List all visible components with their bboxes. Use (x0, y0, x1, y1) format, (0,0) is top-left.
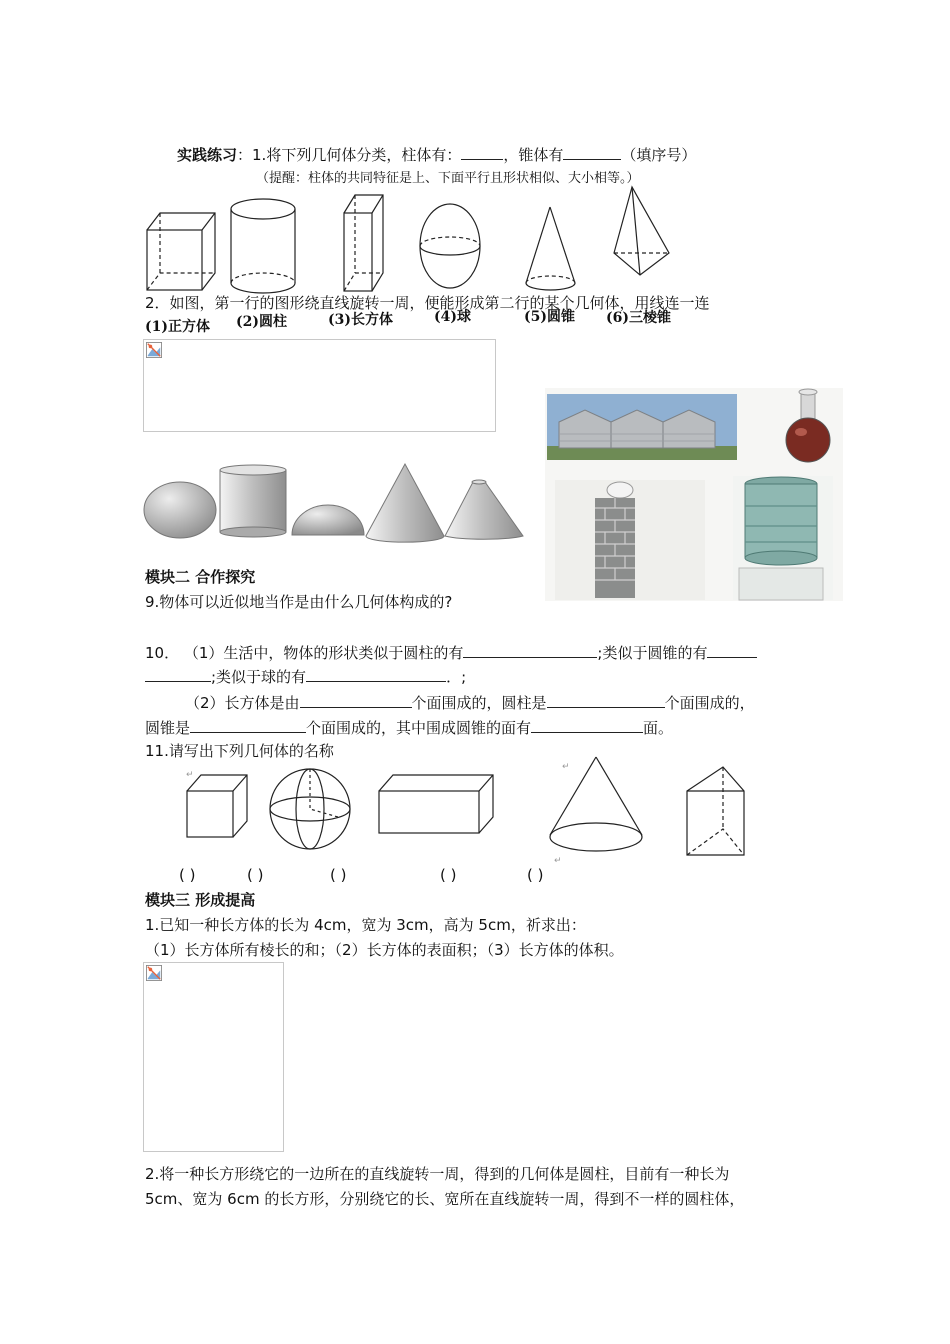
svg-text:↵: ↵ (562, 762, 570, 772)
broken-image-icon (146, 965, 162, 981)
practice-label: 实践练习 (177, 146, 238, 164)
answer-paren-4[interactable]: ( ) (440, 866, 457, 884)
shape-label-5: (5)圆锥 (524, 309, 575, 325)
water-jug-photo (733, 476, 833, 600)
q1-text-b: ，锥体有 (503, 146, 564, 164)
shape-label-4: (4)球 (434, 309, 471, 325)
q1-text-c: （填序号） (621, 146, 697, 164)
shaded-hemisphere (292, 505, 364, 535)
q1-text-a: ：1.将下列几何体分类，柱体有： (237, 146, 462, 164)
m3-q2-line2: 5cm、宽为 6cm 的长方形，分别绕它的长、宽所在直线旋转一周，得到不一样的圆柱体， (145, 1190, 745, 1208)
answer-blank[interactable] (306, 666, 446, 682)
silos-photo (547, 394, 737, 460)
shape-label-3: (3)长方体 (328, 312, 393, 328)
hint-text: （提醒：柱体的共同特征是上、下面平行且形状相似、大小相等。） (256, 171, 640, 186)
shape-label-2: (2)圆柱 (236, 314, 287, 330)
answer-paren-2[interactable]: ( ) (247, 866, 264, 884)
everyday-objects-photo (545, 388, 843, 601)
module2-title: 模块二 合作探究 (145, 568, 256, 586)
q11-cuboid (379, 775, 493, 833)
q11-solids-figure (0, 755, 950, 865)
cone-figure (526, 207, 575, 290)
shaded-cylinder (220, 465, 286, 537)
shaded-cone (366, 464, 444, 542)
answer-paren-1[interactable]: ( ) (179, 866, 196, 884)
q10-line3: （2）长方体是由 个面围成的，圆柱是 个面围成的， (185, 694, 755, 712)
q10-line1: 10． （1）生活中，物体的形状类似于圆柱的有 ;类似于圆锥的有 (145, 642, 757, 663)
answer-paren-3[interactable]: ( ) (330, 866, 347, 884)
module3-title: 模块三 形成提高 (145, 891, 256, 909)
q9-text: 9.物体可以近似地当作是由什么几何体构成的? (145, 593, 453, 611)
answer-blank[interactable] (300, 692, 412, 708)
flask-photo (779, 388, 839, 464)
cuboid-figure (344, 195, 383, 291)
sphere-figure (420, 204, 480, 288)
shaded-solids-figure (140, 460, 540, 550)
svg-text:↵: ↵ (554, 856, 562, 866)
shaded-frustum (445, 480, 523, 539)
q10-line4: 圆锥是 个面围成的，其中围成圆锥的面有 面。 (145, 719, 674, 737)
answer-blank[interactable] (463, 642, 597, 658)
q10-line2: ;类似于球的有 ．; (145, 666, 466, 687)
answer-blank[interactable] (461, 144, 503, 160)
m3-q1-parts: （1）长方体所有棱长的和；（2）长方体的表面积；（3）长方体的体积。 (145, 941, 624, 959)
triangular-pyramid-figure (614, 187, 669, 275)
missing-image-1 (143, 339, 496, 432)
pillar-photo (555, 480, 705, 600)
answer-blank[interactable] (707, 642, 757, 658)
shaded-sphere (144, 482, 216, 538)
q11-sphere (270, 769, 350, 849)
answer-blank[interactable] (563, 144, 621, 160)
m3-q1-text: 1.已知一种长方体的长为 4cm，宽为 3cm，高为 5cm，祈求出： (145, 916, 586, 934)
missing-image-2 (143, 962, 284, 1152)
svg-text:↵: ↵ (186, 770, 194, 780)
shape-label-1: (1)正方体 (145, 319, 210, 335)
q2-text: 2．如图，第一行的图形绕直线旋转一周，便能形成第二行的某个几何体，用线连一连 (145, 294, 710, 312)
q11-prism (687, 767, 744, 855)
answer-blank[interactable] (190, 717, 306, 733)
practice-q1-line (177, 144, 696, 165)
cube-figure (147, 213, 215, 290)
answer-blank[interactable] (145, 666, 211, 682)
q11-text: 11.请写出下列几何体的名称 (145, 742, 334, 760)
answer-blank[interactable] (547, 692, 665, 708)
shape-label-6: (6)三棱锥 (606, 310, 671, 326)
q11-cube (187, 775, 247, 837)
answer-paren-5[interactable]: ( ) (527, 866, 544, 884)
broken-image-icon (146, 342, 162, 358)
m3-q2-line1: 2.将一种长方形绕它的一边所在的直线旋转一周，得到的几何体是圆柱，目前有一种长为 (145, 1165, 730, 1183)
cylinder-figure (231, 199, 295, 293)
answer-blank[interactable] (531, 717, 643, 733)
